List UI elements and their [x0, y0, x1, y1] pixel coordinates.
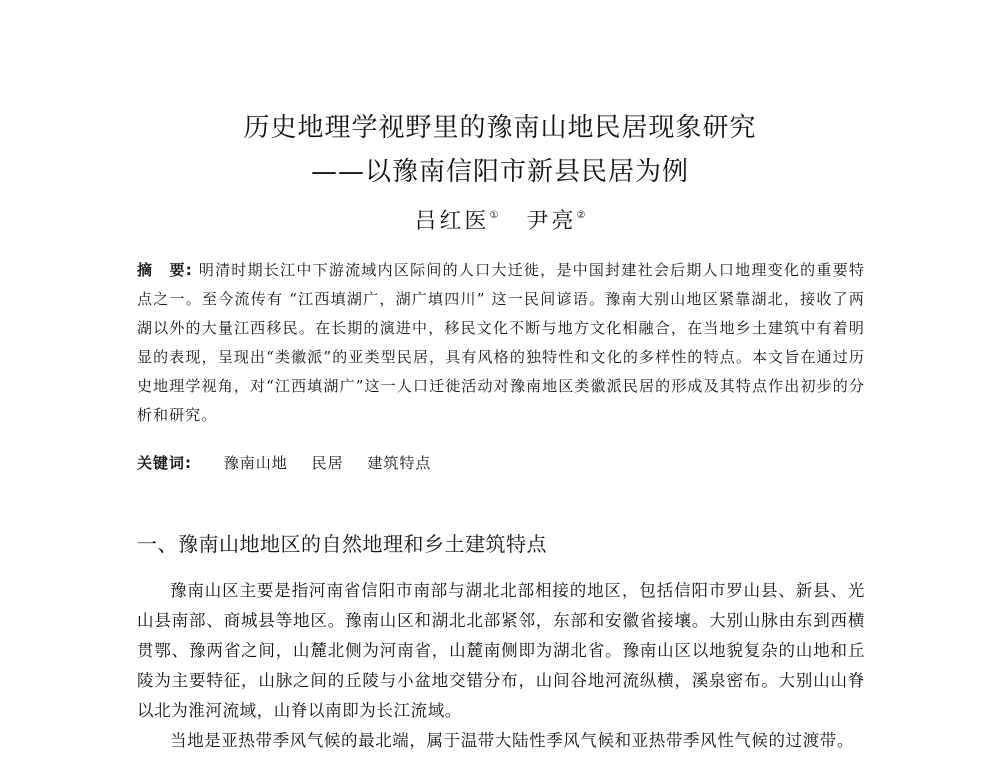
keyword: 民居 [311, 454, 344, 472]
keywords [137, 452, 449, 473]
keyword: 豫南山地 [223, 454, 288, 472]
paper-subtitle: ——以豫南信阳市新县民居为例 [310, 157, 689, 187]
body-paragraph: 当地是亚热带季风气候的最北端，属于温带大陆性季风气候和亚热带季风性气候的过渡带。 [170, 731, 854, 750]
author-line [0, 204, 1000, 235]
author-name: 尹亮 [526, 209, 577, 234]
abstract-label: 摘 要: [137, 261, 193, 279]
keyword: 建筑特点 [367, 454, 432, 472]
section-heading: 一、豫南山地地区的自然地理和乡土建筑特点 [137, 532, 547, 556]
section-body [137, 576, 865, 756]
body-paragraph: 豫南山区主要是指河南省信阳市南部与湖北北部相接的地区，包括信阳市罗山县、新县、光山县南部、商城县等地区。豫南山区和湖北北部紧邻，东部和安徽省接壤。大别山脉由东到西横贯鄂、豫两省之间，山麓北侧为河南省，山麓南侧即为湖北省。豫南山区以地貌复杂的山地和丘陵为主要特征，山脉之间的丘陵与小盆地交错分布，山间谷地河流纵横，溪泉密布。大别山山脊以北为淮河流域，山脊以南即为长江流域。 [137, 581, 865, 720]
abstract-text: 明清时期长江中下游流域内区际间的人口大迁徙，是中国封建社会后期人口地理变化的重要特点之一。至今流传有 “江西填湖广，湖广填四川” 这一民间谚语。豫南大别山地区紧靠湖北，接收了两湖以外的大量江西移民。在长期的演进中，移民文化不断与地方文化相融合，在当地乡土建筑中有着明显的表现，呈现出“类徽派”的亚类型民居，具有风格的独特性和文化的多样性的特点。本文旨在通过历史地理学视角，对“江西填湖广”这一人口迁徙活动对豫南地区类徽派民居的形成及其特点作出初步的分析和研究。 [137, 261, 866, 424]
author-footnote-marker: ② [576, 210, 586, 221]
keywords-label: 关键词: [137, 454, 192, 472]
author-footnote-marker: ① [489, 210, 499, 221]
paper-title: 历史地理学视野里的豫南山地民居现象研究 [243, 113, 757, 143]
author-name: 吕红医 [414, 209, 490, 234]
abstract [137, 256, 865, 430]
